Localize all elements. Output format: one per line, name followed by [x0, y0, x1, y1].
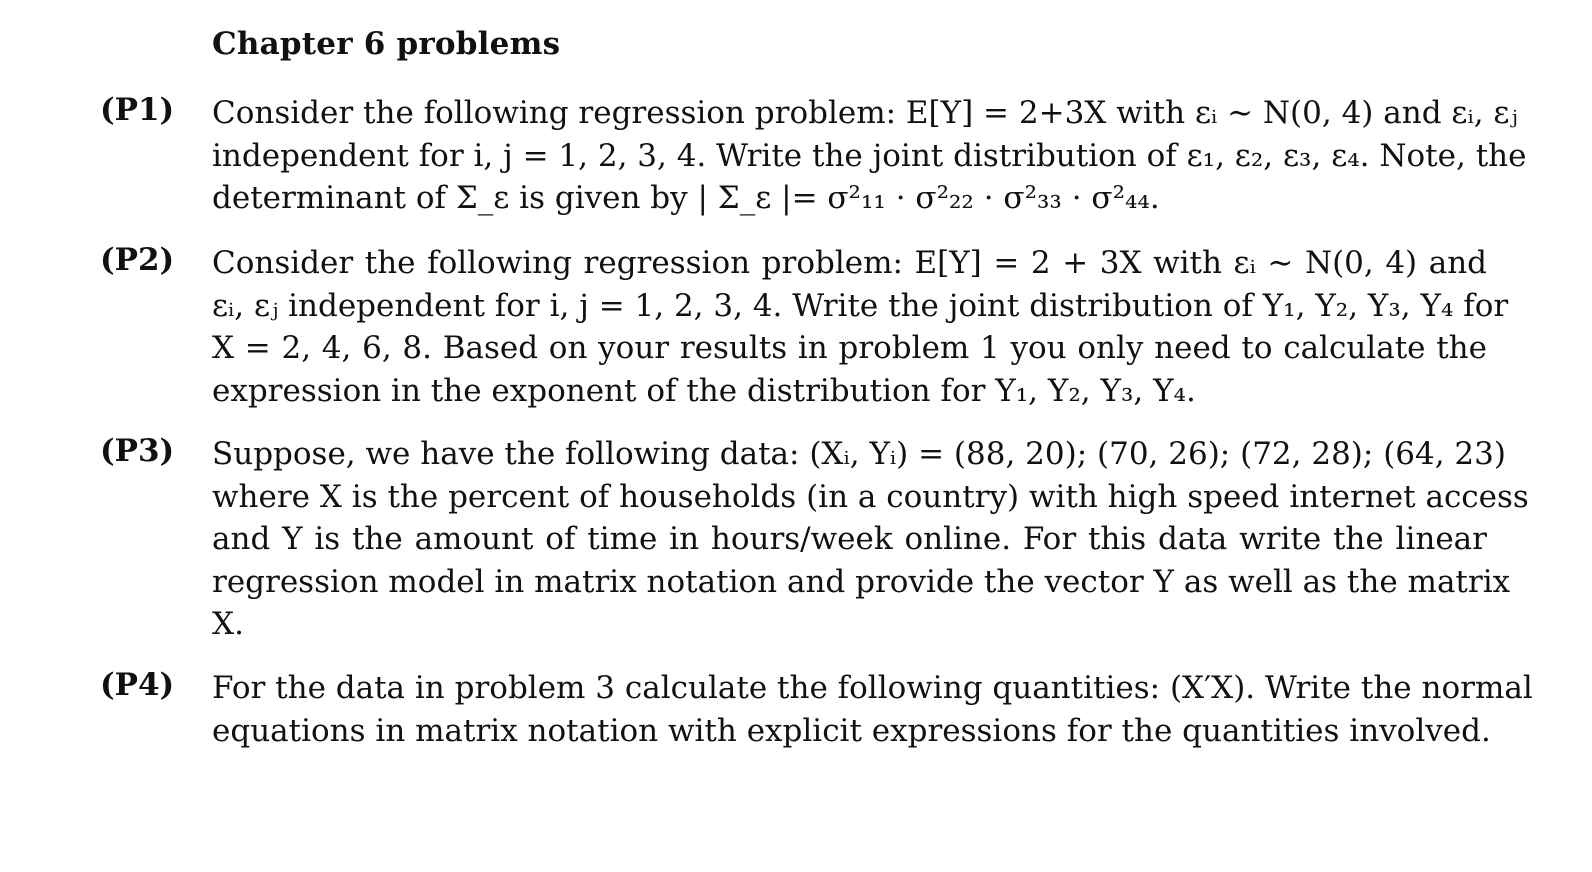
- problem-line: equations in matrix notation with explicit expressions for the quantities involved.: [212, 712, 1491, 749]
- problem-text: [212, 92, 1527, 220]
- problem-label: (P4): [100, 667, 175, 703]
- problem-line: Consider the following regression problem: E[Y] = 2 + 3X with εᵢ ∼ N(0, 4) and: [212, 245, 1487, 281]
- problem-line: expression in the exponent of the distribution for Y₁, Y₂, Y₃, Y₄.: [212, 372, 1196, 409]
- problem-text: [212, 433, 1529, 646]
- chapter-title: Chapter 6 problems: [212, 26, 561, 62]
- problem-line: Consider the following regression problem: E[Y] = 2+3X with εᵢ ∼ N(0, 4) and εᵢ, εⱼ: [212, 95, 1518, 131]
- problem-line: εᵢ, εⱼ independent for i, j = 1, 2, 3, 4. Write the joint distribution of Y₁, Y₂, Y₃, Y₄ for: [212, 287, 1509, 324]
- problem-line: and Y is the amount of time in hours/week online. For this data write the linear: [212, 521, 1487, 557]
- problem-text: [212, 667, 1533, 752]
- problem-label: (P3): [100, 433, 175, 469]
- problem-line: determinant of Σ_ε is given by | Σ_ε |= σ²₁₁ · σ²₂₂ · σ²₃₃ · σ²₄₄.: [212, 180, 1160, 216]
- problem-text: [212, 242, 1509, 412]
- problem-line: regression model in matrix notation and provide the vector Y as well as the matrix: [212, 563, 1511, 600]
- problem-line: where X is the percent of households (in a country) with high speed internet access: [212, 478, 1529, 515]
- problem-line: independent for i, j = 1, 2, 3, 4. Write the joint distribution of ε₁, ε₂, ε₃, ε₄. Note, the: [212, 137, 1527, 174]
- problem-label: (P1): [100, 92, 175, 128]
- problem-line: X.: [212, 606, 244, 642]
- problem-line: Suppose, we have the following data: (Xᵢ, Yᵢ) = (88, 20); (70, 26); (72, 28); (64, 23): [212, 436, 1506, 472]
- problem-label: (P2): [100, 242, 175, 278]
- problem-line: X = 2, 4, 6, 8. Based on your results in problem 1 you only need to calculate the: [212, 330, 1487, 366]
- problem-line: For the data in problem 3 calculate the following quantities: (X′X). Write the normal: [212, 670, 1533, 706]
